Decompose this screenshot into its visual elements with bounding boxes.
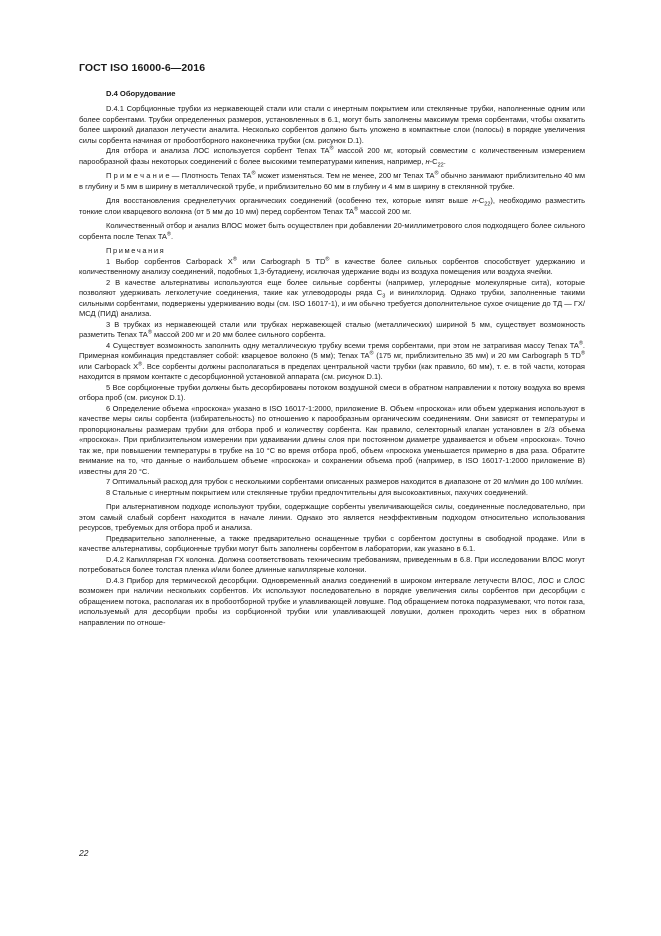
notes-title: Примечания	[106, 246, 166, 255]
paragraph-d41: D.4.1 Сорбционные трубки из нержавеющей стали или стали с инертным покрытием или стеклянные трубки, наполненные одним или более сорбентами. Трубки определенных размеров, установленных в 6.1, могут быть заполнены максимум тремя сорбентами, чтобы охватить более широкий диапазон летучести аналита. Несколько сорбентов должно быть уложено в компактные слои (полосы) в порядке увеличения силы сорбента начиная от пробоотборного наконечника трубки (см. рисунок D.1).	[79, 104, 585, 145]
note-2: 2 В качестве альтернативы используются еще более сильные сорбенты (например, углеродные молекулярные сита), которые позволяют удерживать легколетучие соединения, такие как углеводороды ряда $C_3$ и винилхлорид. Однако трубки, заполненные такими сильными сорбентами, подвержены удерживанию воды (см. ISO 16017-1), и им обычно требуется дополнительное сухое очищение до ТД — ГХ/МСД (ПИД) анализа.	[79, 277, 585, 318]
document-page	[79, 62, 585, 628]
paragraph-tenax: Для отбора и анализа ЛОС используется сорбент Tenax TA® массой 200 мг, который совместим с количественным измерением парообразной фазы некоторых соединений с более высокими температурами кипения, например, $н-C_{22}$.	[79, 145, 585, 168]
registered-mark: ®	[434, 170, 439, 177]
registered-mark: ®	[578, 340, 583, 346]
registered-mark: ®	[138, 361, 143, 367]
paragraph-quantitative: Количественный отбор и анализ ВЛОС может быть осуществлен при добавлении 20-миллиметрового слоя подходящего более сильного сорбента после Tenax TA®.	[79, 221, 585, 241]
registered-mark: ®	[580, 350, 585, 357]
note-6: 6 Определение объема «проскока» указано в ISO 16017-1:2000, приложение B. Объем «проскока» или объем удержания используют в качестве меры силы сорбента (избирательность) по отношению к парообразным органическим соединениям. Они зависят от температуры и пропорциональны размерам трубки для отбора проб и количеству сорбента. Как правило, селекторный клапан установлен в 2/3 объема «проскока». При приблизительном измерении при удваивании длины слоя при постоянном диаметре удваивается и объем «проскока». Точно так же, при повышении температуры в трубке на 10 °C во время отбора проб, объем «проскока уменьшается примерно в два раза. Обратите внимание на то, что данные о наибольшем объеме «проскока» и сохранении объема проб (например, в ISO 16017-1:2000 приложение B) известны для 20 °C.	[79, 403, 585, 476]
paragraph-d43: D.4.3 Прибор для термической десорбции. Одновременный анализ соединений в широком интервале летучести ВЛОС, ЛОС и СЛОС возможен при наличии нескольких сорбентов. Их используют последовательно в порядке увеличения силы сорбентов при десорбции с обращением потока, располагая их в пробоотборной трубке и улавливающей ловушке. Под обращением потока подразумевают, что поток газа, используемый для десорбции пробы из сорбционной трубки или улавливающей ловушки, должен проходить через них в обратном направлении по отноше-	[79, 575, 585, 627]
note-3: 3 В трубках из нержавеющей стали или трубках нержавеющей сталью (металлических) шириной 5 мм, существует возможность разметить Tenax TA® массой 200 мг и 20 мм более сильного сорбента.	[79, 319, 585, 339]
note-8: 8 Стальные с инертным покрытием или стеклянные трубки предпочтительны для высокоактивных, пахучих соединений.	[106, 487, 528, 497]
paragraph-semivolatile: Для восстановления среднелетучих органических соединений (особенно тех, которые кипят выше $н-C_{22}$), необходимо разместить тонкие слои кварцевого волокна (от 5 мм до 10 мм) перед сорбентом Tenax TA® массой 200 мг.	[79, 196, 585, 216]
registered-mark: ®	[354, 206, 359, 212]
note-1: 1 Выбор сорбентов Carbopack X® или Carbograph 5 TD® в качестве более сильных сорбентов способствует удержанию и количественному анализу соединений, подобных 1,3-бутадиену, исключая удержание воды из воздуха помещения или воздуха ячейки.	[79, 256, 585, 276]
note-7: 7 Оптимальный расход для трубок с несколькими сорбентами описанных размеров находится в диапазоне от 20 мл/мин до 100 мл/мин.	[106, 477, 584, 486]
note-4: 4 Существует возможность заполнить одну металлическую трубку всеми тремя сорбентами, при этом не затрагивая массу Tenax TA®. Примерная комбинация представляет собой: кварцевое волокно (5 мм); Tenax TA® (175 мг, приблизительно 35 мм) и 20 мм Carbograph 5 TD® или Carbopack X®. Все сорбенты должны располагаться в пределах центральной части трубки (как правило, 60 мм), т. е. в той части, которая находится в прямом контакте с десорбционной установкой аппарата (см. рисунок D.1).	[79, 340, 585, 381]
registered-mark: ®	[147, 329, 152, 336]
note-5: 5 Все сорбционные трубки должны быть десорбированы потоком воздушной смеси в обратном направлении к потоку воздуха во время отбора проб (см. рисунок D.1).	[79, 382, 585, 402]
registered-mark: ®	[166, 231, 171, 237]
registered-mark: ®	[325, 256, 330, 262]
document-header: ГОСТ ISO 16000-6—2016	[79, 62, 206, 74]
paragraph-prefilled: Предварительно заполненные, а также предварительно оснащенные трубки с сорбентом доступны в свободной продаже. Или в качестве альтернативы, сорбционные трубки могут быть заполнены сорбентом в лаборатории, как указано в 6.1.	[79, 533, 585, 553]
registered-mark: ®	[369, 350, 374, 357]
section-title: D.4 Оборудование	[106, 89, 176, 98]
paragraph-d42: D.4.2 Капиллярная ГХ колонка. Должна соответствовать техническим требованиям, приведенным в 6.8. При исследовании ВЛОС могут потребоваться более толстая пленка и/или более длинные капиллярные колонки.	[79, 554, 585, 574]
registered-mark: ®	[329, 145, 334, 152]
paragraph-alternative: При альтернативном подходе используют трубки, содержащие сорбенты увеличивающейся силы, соединенные последовательно, при этом самый слабый сорбент находится в начале линии. Однако это является неэффективным подходом относительно использования ресурсов, требуемых для отбора проб и анализа.	[79, 502, 585, 532]
page-number: 22	[79, 848, 89, 858]
registered-mark: ®	[232, 256, 237, 262]
registered-mark: ®	[251, 170, 256, 177]
note-density: П р и м е ч а н и е — Плотность Tenax TA® может изменяться. Тем не менее, 200 мг Tenax TA® обычно занимают приблизительно 40 мм в глубину и 5 мм в ширину в металлической трубе, и приблизительно 60 мм в глубину и 4 мм в ширину в стеклянной трубке.	[79, 170, 585, 191]
